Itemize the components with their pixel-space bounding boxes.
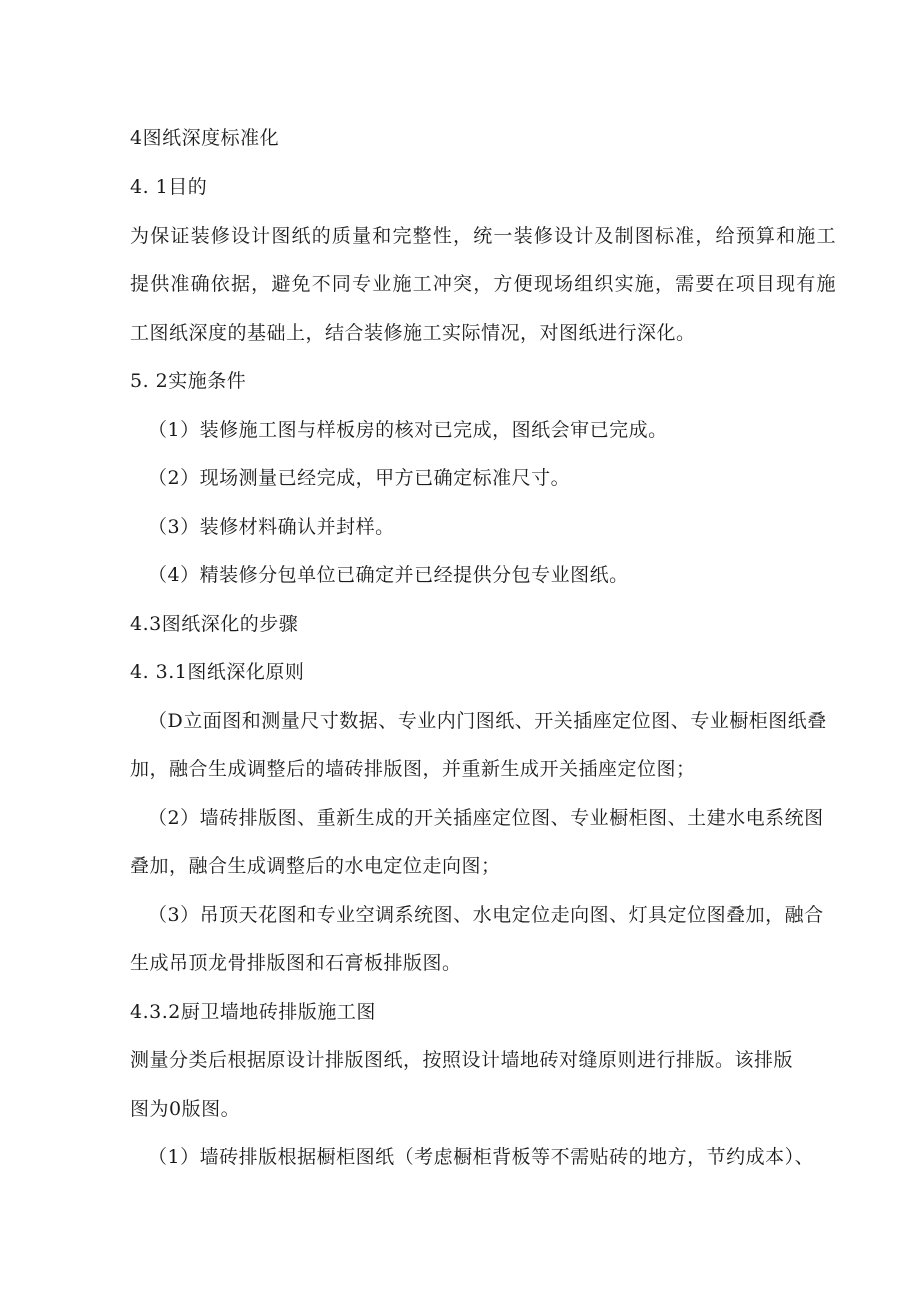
heading-section-4: 4图纸深度标准化 xyxy=(130,127,280,149)
heading-section-4-3: 4.3图纸深化的步骤 xyxy=(130,613,299,635)
list-item: （3）吊顶天花图和专业空调系统图、水电定位走向图、灯具定位图叠加，融合 xyxy=(148,904,824,926)
paragraph-line: 测量分类后根据原设计排版图纸，按照设计墙地砖对缝原则进行排版。该排版 xyxy=(130,1049,794,1071)
list-item-continuation: 叠加，融合生成调整后的水电定位走向图； xyxy=(130,855,501,877)
heading-section-4-3-1: 4. 3.1图纸深化原则 xyxy=(130,661,305,683)
heading-section-5-2: 5. 2实施条件 xyxy=(130,370,247,392)
paragraph-line: 提供准确依据，避免不同专业施工冲突，方便现场组织实施，需要在项目现有施 xyxy=(130,273,836,295)
list-item-continuation: 生成吊顶龙骨排版图和石膏板排版图。 xyxy=(130,952,462,974)
paragraph-line: 工图纸深度的基础上，结合装修施工实际情况，对图纸进行深化。 xyxy=(130,322,696,344)
list-item: （2）墙砖排版图、重新生成的开关插座定位图、专业橱柜图、土建水电系统图 xyxy=(148,807,824,829)
paragraph-line: 为保证装修设计图纸的质量和完整性，统一装修设计及制图标准，给预算和施工 xyxy=(130,225,836,247)
list-item: （D立面图和测量尺寸数据、专业内门图纸、开关插座定位图、专业橱柜图纸叠 xyxy=(148,710,827,732)
heading-section-4-3-2: 4.3.2厨卫墙地砖排版施工图 xyxy=(130,1001,376,1023)
list-item: （3）装修材料确认并封样。 xyxy=(148,516,395,538)
list-item-continuation: 加，融合生成调整后的墙砖排版图，并重新生成开关插座定位图； xyxy=(130,758,696,780)
paragraph-line: 图为0版图。 xyxy=(130,1098,241,1120)
heading-section-4-1: 4. 1目的 xyxy=(130,176,208,198)
list-item: （4）精装修分包单位已确定并已经提供分包专业图纸。 xyxy=(148,564,629,586)
list-item: （1）装修施工图与样板房的核对已完成，图纸会审已完成。 xyxy=(148,419,668,441)
list-item: （1）墙砖排版根据橱柜图纸（考虑橱柜背板等不需贴砖的地方，节约成本）、 xyxy=(148,1146,815,1168)
list-item: （2）现场测量已经完成，甲方已确定标准尺寸。 xyxy=(148,467,571,489)
